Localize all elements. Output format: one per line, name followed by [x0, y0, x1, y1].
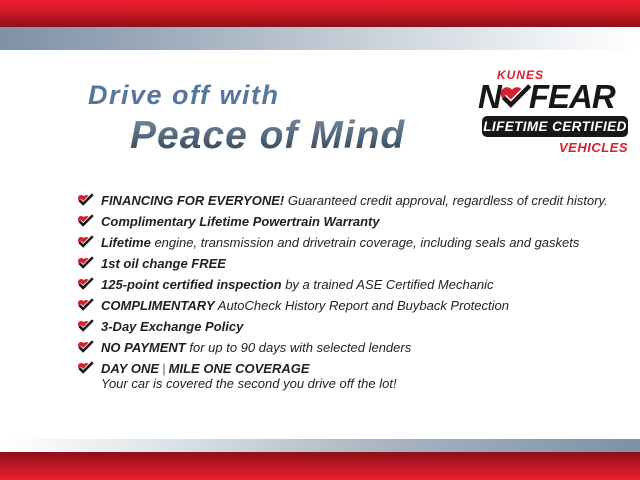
benefit-subtext: Your car is covered the second you drive off the lot!: [101, 376, 397, 391]
benefit-text: NO PAYMENT for up to 90 days with selected lenders: [101, 340, 412, 355]
heart-check-icon: [76, 298, 94, 313]
benefit-text: 125-point certified inspection by a trained ASE Certified Mechanic: [101, 277, 494, 292]
logo-no-fear-text: [478, 78, 615, 116]
heart-check-icon: [76, 214, 94, 229]
benefit-text: COMPLIMENTARY AutoCheck History Report and Buyback Protection: [101, 298, 509, 313]
heart-check-icon: [76, 361, 94, 376]
benefit-item: [76, 337, 636, 358]
kunes-no-fear-logo: [478, 68, 628, 160]
benefit-text: Lifetime engine, transmission and drivetrain coverage, including seals and gaskets: [101, 235, 580, 250]
benefit-item: [76, 274, 636, 295]
bottom-red-bar: [0, 452, 640, 480]
top-gray-gradient-bar: [0, 27, 640, 50]
logo-word-fear: FEAR: [528, 78, 615, 115]
benefit-text: Complimentary Lifetime Powertrain Warranty: [101, 214, 380, 229]
heart-check-icon: [76, 235, 94, 250]
benefit-item: [76, 190, 636, 211]
benefit-text: DAY ONE | MILE ONE COVERAGE Your car is covered the second you drive off the lot!: [101, 361, 397, 391]
pipe-separator: |: [162, 361, 166, 376]
benefit-item: [76, 253, 636, 274]
heart-check-icon: [498, 83, 531, 113]
benefit-text: 3-Day Exchange Policy: [101, 319, 244, 334]
heart-check-icon: [76, 340, 94, 355]
benefit-item: [76, 232, 636, 253]
heart-check-icon: [76, 319, 94, 334]
benefit-text: FINANCING FOR EVERYONE! Guaranteed credit approval, regardless of credit history.: [101, 193, 608, 208]
heart-check-icon: [76, 256, 94, 271]
benefit-text: 1st oil change FREE: [101, 256, 226, 271]
heart-check-icon: [76, 193, 94, 208]
headline-line1: Drive off with: [88, 80, 280, 110]
benefits-list: [76, 190, 636, 391]
benefit-item: [76, 295, 636, 316]
benefit-item: [76, 358, 636, 391]
benefit-item: [76, 211, 636, 232]
logo-lifetime-certified-banner: LIFETIME CERTIFIED: [482, 116, 628, 137]
headline-line2: Peace of Mind: [130, 114, 406, 157]
logo-vehicles-text: VEHICLES: [558, 140, 628, 155]
top-red-bar: [0, 0, 640, 27]
bottom-gray-gradient-bar: [0, 439, 640, 452]
heart-check-icon: [76, 277, 94, 292]
logo-brand-text: KUNES: [497, 68, 545, 82]
benefit-item: [76, 316, 636, 337]
logo-letter-n: N: [478, 78, 501, 115]
